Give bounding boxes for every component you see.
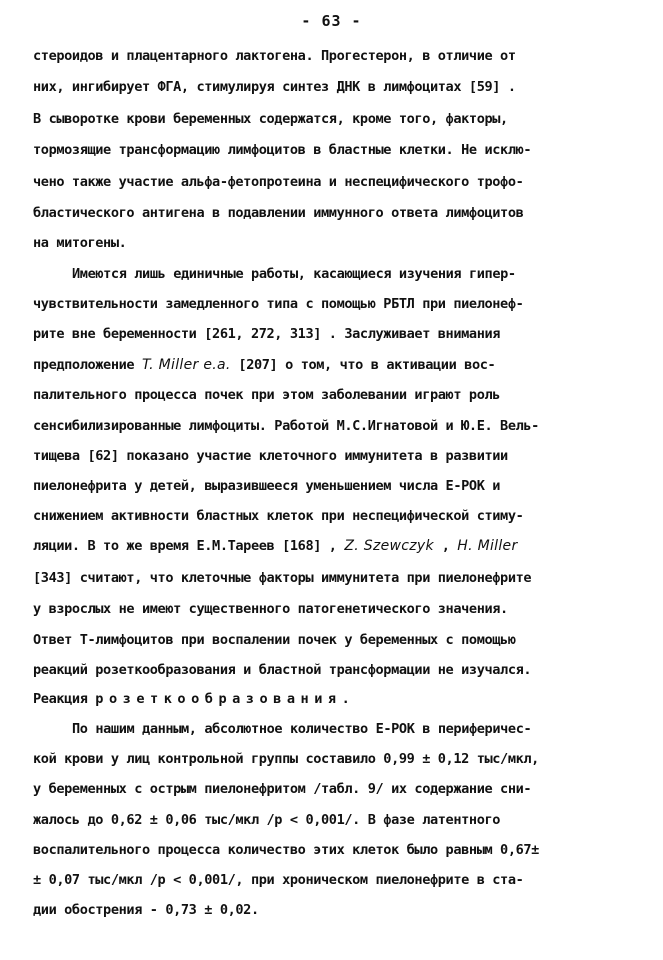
- section-heading: [33, 689, 355, 709]
- text-line: них, ингибирует ФГА, стимулируя синтез ДНК в лимфоцитах [59] .: [33, 79, 516, 95]
- text-line: чувствительности замедленного типа с помощью РБТЛ при пиелонеф-: [33, 296, 524, 312]
- text-line: Ответ Т-лимфоцитов при воспалении почек у беременных с помощью: [33, 632, 516, 648]
- heading-label: Реакция: [33, 691, 96, 707]
- text-line: снижением активности бластных клеток при неспецифической стиму-: [33, 508, 524, 524]
- heading-spaced-term: розеткообразования.: [95, 691, 356, 707]
- text-line: у беременных с острым пиелонефритом /табл. 9/ их содержание сни-: [33, 781, 532, 797]
- author-citation: T. Miller e.a.: [141, 357, 231, 373]
- text-line: чено также участие альфа-фетопротеина и неспецифического трофо-: [33, 174, 524, 190]
- text-line: бластического антигена в подавлении иммунного ответа лимфоцитов: [33, 205, 524, 221]
- text-line: на митогены.: [33, 235, 127, 251]
- text-line: рите вне беременности [261, 272, 313] . Заслуживает внимания: [33, 326, 501, 342]
- text-line: реакций розеткообразования и бластной трансформации не изучался.: [33, 662, 532, 678]
- text-line: сенсибилизированные лимфоциты. Работой М.С.Игнатовой и Ю.Е. Вель-: [33, 418, 539, 434]
- text-line: тищева [62] показано участие клеточного иммунитета в развитии: [33, 448, 508, 464]
- text-line: По нашим данным, абсолютное количество Е-РОК в периферичес-: [72, 721, 532, 737]
- page-number: - 63 -: [301, 12, 362, 30]
- author-citation: Z. Szewczyk: [344, 538, 434, 554]
- text-span: [207] о том, что в активации вос-: [230, 357, 496, 373]
- text-line: кой крови у лиц контрольной группы составило 0,99 ± 0,12 тыс/мкл,: [33, 751, 539, 767]
- author-citation: H. Miller: [457, 538, 518, 554]
- text-line: дии обострения - 0,73 ± 0,02.: [33, 902, 259, 918]
- text-line: В сыворотке крови беременных содержатся, кроме того, факторы,: [33, 111, 508, 127]
- text-line: ± 0,07 тыс/мкл /p < 0,001/, при хроническом пиелонефрите в ста-: [33, 872, 524, 888]
- text-line: Имеются лишь единичные работы, касающиеся изучения гипер-: [72, 266, 516, 282]
- text-line: у взрослых не имеют существенного патогенетического значения.: [33, 601, 508, 617]
- text-line: [33, 536, 518, 556]
- text-line: пиелонефрита у детей, выразившееся уменьшением числа Е-РОК и: [33, 478, 501, 494]
- text-line: жалось до 0,62 ± 0,06 тыс/мкл /p < 0,001/. В фазе латентного: [33, 812, 501, 828]
- text-line: тормозящие трансформацию лимфоцитов в бластные клетки. Не исклю-: [33, 142, 532, 158]
- text-line: стероидов и плацентарного лактогена. Прогестерон, в отличие от: [33, 48, 516, 64]
- text-span: ,: [433, 538, 458, 554]
- text-line: палительного процесса почек при этом заболевании играют роль: [33, 387, 501, 403]
- text-line: [343] считают, что клеточные факторы иммунитета при пиелонефрите: [33, 570, 532, 586]
- text-line: [33, 355, 495, 375]
- text-span: предположение: [33, 357, 142, 373]
- text-line: воспалительного процесса количество этих клеток было равным 0,67±: [33, 842, 539, 858]
- text-span: ляции. В то же время Е.М.Тареев [168] ,: [33, 538, 345, 554]
